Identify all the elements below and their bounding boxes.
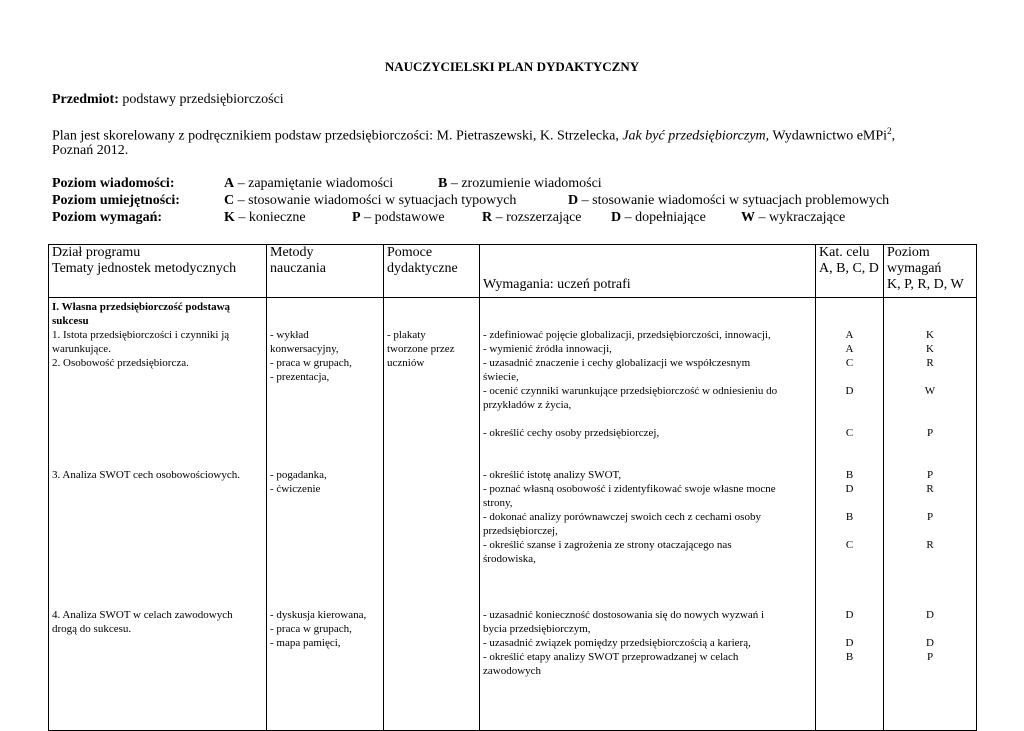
skills-label: Poziom umiejętności: [52,193,180,208]
method-line: - ćwiczenie [270,483,321,495]
section-title-cont: sukcesu [52,315,89,327]
requirement-line: - określić etapy analizy SWOT przeprowadzanej w celach [483,651,739,663]
plan-line-2: Poznań 2012. [52,143,129,158]
publisher: Wydawnictwo eMPi [772,128,888,144]
method-line: - dyskusja kierowana, [270,609,367,621]
level-d: D – stosowanie wiadomości w sytuacjach problemowych [568,193,890,208]
requirement-line: strony, [483,497,513,509]
requirement-line: bycia przedsiębiorczym, [483,623,591,635]
level-code: K [926,343,934,355]
methods-cell [267,298,384,731]
book-title: Jak być przedsiębiorczym, [622,128,770,144]
method-line: - praca w grupach, [270,623,352,635]
method-line: - prezentacja, [270,371,330,383]
publisher-tail: , [891,128,896,144]
topic-line: 4. Analiza SWOT w celach zawodowych [52,609,233,621]
goal-code: A [845,329,854,341]
requirement-line: świecie, [483,371,519,383]
method-line: - wykład [270,329,309,341]
goal-code: A [845,343,854,355]
goal-code: D [845,483,854,495]
header-program: Dział programu Tematy jednostek metodycznych [49,245,267,298]
publisher-sup: 2 [887,126,892,136]
topic-line: 2. Osobowość przedsiębiorcza. [52,357,189,369]
table-header-row [49,245,977,298]
level-d2: D – dopełniające [611,210,706,225]
requirement-line: - wymienić źródła innowacji, [483,343,612,355]
requirement-line: - uzasadnić związek pomiędzy przedsiębiorczością a karierą, [483,637,751,649]
goal-code: C [845,427,854,439]
goal-code: C [845,539,854,551]
plan-text: Plan jest skorelowany z podręcznikiem podstaw przedsiębiorczości: M. Pietraszewski, K. Strzelecka, [52,128,619,144]
plan-table [48,244,977,731]
subject-value: podstawy przedsiębiorczości [122,92,284,107]
requirement-line: - określić istotę analizy SWOT, [483,469,622,481]
aid-line: tworzone przez [387,343,455,355]
topic-line: warunkujące. [52,343,111,355]
goal-code: B [845,469,854,481]
level-code: W [924,385,936,397]
level-code: P [926,427,934,439]
section-title: I. Własna przedsiębiorczość podstawą [52,301,231,313]
levels-cell [884,298,977,731]
level-code: R [926,357,934,369]
level-code: K [926,329,934,341]
goals-cell [816,298,884,731]
plan-line-1 [52,126,895,145]
requirement-line: przedsiębiorczej, [483,525,558,537]
requirement-line: środowiska, [483,553,536,565]
table-body-row [49,298,977,731]
requirement-line: zawodowych [483,665,542,677]
requirement-line: - uzasadnić konieczność dostosowania się do nowych wyzwań i [483,609,765,621]
method-line: - praca w grupach, [270,357,352,369]
level-code: D [926,637,934,649]
requirement-line: - ocenić czynniki warunkujące przedsiębiorczość w odniesieniu do [483,385,778,397]
requirement-line: - poznać własną osobowość i zidentyfikować swoje własne mocne [483,483,776,495]
method-line: konwersacyjny, [270,343,339,355]
requirement-line: - uzasadnić znaczenie i cechy globalizacji we współczesnym [483,357,751,369]
requirement-line: - dokonać analizy porównawczej swoich cech z cechami osoby [483,511,761,523]
level-code: D [926,609,934,621]
goal-code: C [845,357,854,369]
level-a: A – zapamiętanie wiadomości [224,176,394,191]
level-p: P – podstawowe [352,210,445,225]
requirement-line: przykładów z życia, [483,399,572,411]
goal-code: D [845,609,854,621]
level-code: P [926,511,934,523]
level-code: R [926,539,934,551]
goal-code: D [845,637,854,649]
requirement-line: - określić szanse i zagrożenia ze strony otaczającego nas [483,539,732,551]
requirement-line: - określić cechy osoby przedsiębiorczej, [483,427,660,439]
level-code: P [926,651,934,663]
level-r: R – rozszerzające [482,210,582,225]
header-methods: Metody nauczania [267,245,384,298]
level-k: K – konieczne [224,210,306,225]
header-requirements: Wymagania: uczeń potrafi [480,245,816,298]
method-line: - mapa pamięci, [270,637,341,649]
requirements-label: Poziom wymagań: [52,210,163,225]
header-level: Poziom wymagań K, P, R, D, W [884,245,977,298]
subject-label: Przedmiot: [52,92,119,107]
goal-code: B [845,651,854,663]
header-goal: Kat. celu A, B, C, D [816,245,884,298]
requirement-line: - zdefiniować pojęcie globalizacji, przedsiębiorczości, innowacji, [483,329,771,341]
method-line: - pogadanka, [270,469,327,481]
subject-line [52,92,284,108]
aid-line: - plakaty [387,329,426,341]
header-aids: Pomoce dydaktyczne [384,245,480,298]
topic-line: drogą do sukcesu. [52,623,132,635]
aids-cell [384,298,480,731]
goal-code: D [845,385,854,397]
requirements-cell [480,298,816,731]
topic-line: 1. Istota przedsiębiorczości i czynniki ją [52,329,230,341]
level-c: C – stosowanie wiadomości w sytuacjach typowych [224,193,517,208]
level-code: P [926,469,934,481]
level-code: R [926,483,934,495]
level-b: B – zrozumienie wiadomości [438,176,602,191]
knowledge-label: Poziom wiadomości: [52,176,175,191]
topic-line: 3. Analiza SWOT cech osobowościowych. [52,469,240,481]
aid-line: uczniów [387,357,425,369]
document-title: NAUCZYCIELSKI PLAN DYDAKTYCZNY [384,59,640,74]
level-w: W – wykraczające [741,210,846,225]
goal-code: B [845,511,854,523]
topics-cell [49,298,267,731]
